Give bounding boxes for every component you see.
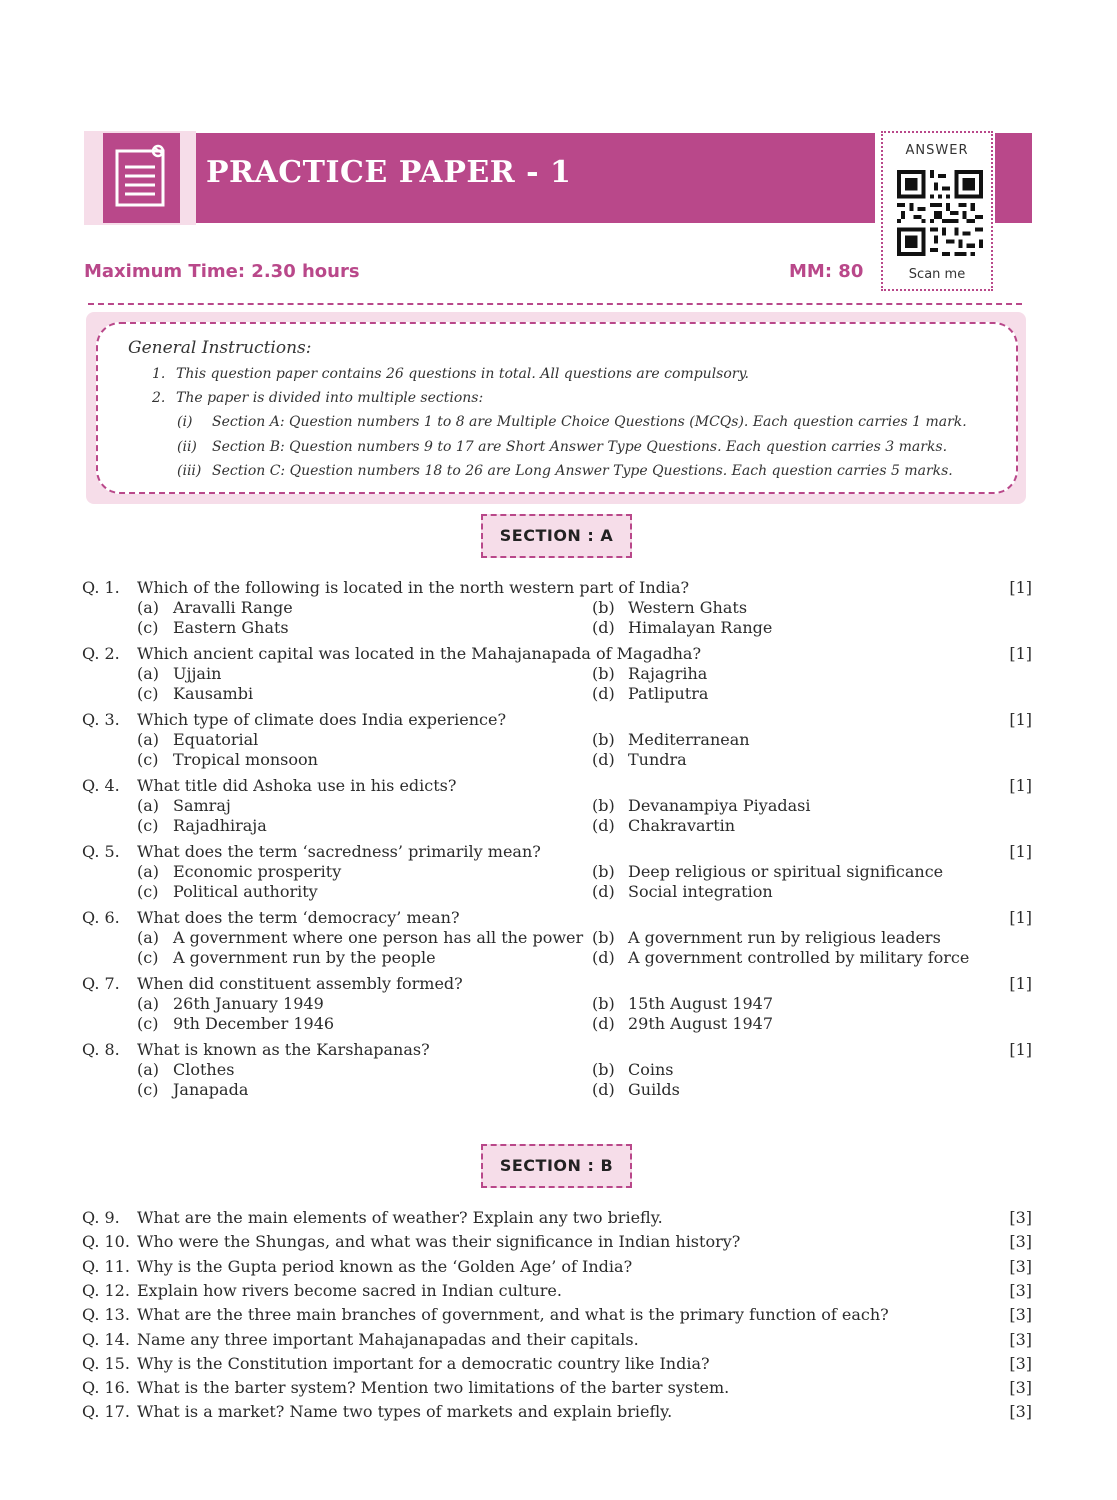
answer-option	[137, 948, 436, 967]
instruction-sub-num: (i)	[177, 414, 193, 430]
question-marks: [3]	[1009, 1402, 1032, 1422]
option-text: Ujjain	[173, 664, 222, 683]
answer-option	[592, 928, 941, 947]
answer-option	[137, 994, 324, 1013]
question-text: What is a market? Name two types of markets and explain briefly.	[137, 1402, 673, 1422]
question-16	[82, 1378, 1032, 1400]
option-text: Tundra	[628, 750, 687, 769]
question-number: Q. 15.	[82, 1353, 130, 1373]
max-time: Maximum Time: 2.30 hours	[84, 261, 360, 282]
instruction-item	[152, 390, 483, 406]
option-label: (d)	[592, 684, 615, 703]
question-11	[82, 1257, 1032, 1279]
answer-option	[592, 882, 773, 901]
answer-option	[592, 796, 810, 815]
answer-option	[592, 598, 747, 617]
option-label: (b)	[592, 598, 615, 617]
question-9	[82, 1208, 1032, 1230]
answer-option	[592, 730, 750, 749]
question-marks: [1]	[1009, 1040, 1032, 1059]
question-3	[82, 710, 1032, 774]
option-label: (b)	[592, 730, 615, 749]
option-text: 9th December 1946	[173, 1014, 335, 1033]
question-text: What is the barter system? Mention two limitations of the barter system.	[137, 1378, 730, 1398]
option-label: (c)	[137, 882, 159, 901]
instruction-num: 1.	[152, 366, 166, 382]
option-text: Equatorial	[173, 730, 259, 749]
question-number: Q. 17.	[82, 1402, 130, 1422]
option-text: Chakravartin	[628, 816, 736, 835]
question-1	[82, 578, 1032, 642]
answer-option	[137, 862, 341, 881]
question-12	[82, 1281, 1032, 1303]
qr-bottom-label: Scan me	[908, 267, 966, 282]
question-10	[82, 1232, 1032, 1254]
option-text: Deep religious or spiritual significance	[628, 862, 944, 881]
option-text: Guilds	[628, 1080, 680, 1099]
question-text: What title did Ashoka use in his edicts?	[137, 776, 457, 795]
question-marks: [3]	[1009, 1232, 1032, 1252]
option-label: (c)	[137, 1080, 159, 1099]
question-number: Q. 8.	[82, 1040, 120, 1059]
max-marks: MM: 80	[789, 261, 864, 282]
qr-code-icon[interactable]	[897, 170, 983, 256]
option-text: Tropical monsoon	[173, 750, 318, 769]
question-marks: [3]	[1009, 1353, 1032, 1373]
answer-option	[592, 1014, 773, 1033]
answer-option	[592, 816, 735, 835]
question-number: Q. 6.	[82, 908, 120, 927]
option-text: Devanampiya Piyadasi	[628, 796, 811, 815]
instruction-sub-item	[177, 463, 953, 479]
question-number: Q. 13.	[82, 1305, 130, 1325]
question-marks: [1]	[1009, 908, 1032, 927]
answer-option	[137, 750, 318, 769]
instruction-sub-text: Section A: Question numbers 1 to 8 are Multiple Choice Questions (MCQs). Each question carries 1 mark.	[212, 414, 967, 430]
option-text: Samraj	[173, 796, 231, 815]
option-text: Rajagriha	[628, 664, 708, 683]
question-number: Q. 3.	[82, 710, 120, 729]
question-6	[82, 908, 1032, 972]
answer-option	[137, 598, 293, 617]
option-text: Political authority	[173, 882, 318, 901]
question-13	[82, 1305, 1032, 1327]
question-number: Q. 1.	[82, 578, 120, 597]
option-text: Coins	[628, 1060, 674, 1079]
answer-option	[592, 750, 687, 769]
option-text: A government run by the people	[173, 948, 436, 967]
instruction-text: The paper is divided into multiple sections:	[176, 390, 484, 406]
question-text: What are the main elements of weather? Explain any two briefly.	[137, 1208, 663, 1227]
option-text: Western Ghats	[628, 598, 748, 617]
option-label: (a)	[137, 664, 160, 683]
question-number: Q. 4.	[82, 776, 120, 795]
option-text: 26th January 1949	[173, 994, 324, 1013]
option-label: (d)	[592, 1080, 615, 1099]
question-text: What does the term ‘sacredness’ primarily mean?	[137, 842, 541, 861]
answer-option	[592, 994, 773, 1013]
question-marks: [1]	[1009, 776, 1032, 795]
question-8	[82, 1040, 1032, 1104]
option-label: (d)	[592, 948, 615, 967]
option-label: (a)	[137, 862, 160, 881]
question-number: Q. 11.	[82, 1256, 130, 1276]
question-2	[82, 644, 1032, 708]
option-label: (a)	[137, 994, 160, 1013]
question-marks: [1]	[1009, 644, 1032, 663]
title-banner	[196, 133, 875, 223]
option-label: (a)	[137, 598, 160, 617]
option-label: (b)	[592, 796, 615, 815]
option-label: (b)	[592, 928, 615, 947]
header-divider	[88, 303, 1022, 305]
question-marks: [3]	[1009, 1280, 1032, 1300]
question-text: When did constituent assembly formed?	[137, 974, 463, 993]
question-text: Why is the Constitution important for a democratic country like India?	[137, 1353, 710, 1373]
answer-option	[137, 816, 267, 835]
question-marks: [3]	[1009, 1256, 1032, 1276]
option-text: A government controlled by military force	[628, 948, 970, 967]
option-text: Eastern Ghats	[173, 618, 289, 637]
question-text: Which of the following is located in the north western part of India?	[137, 578, 690, 597]
question-marks: [3]	[1009, 1329, 1032, 1349]
section-a-heading: SECTION : A	[481, 514, 632, 558]
instructions-title: General Instructions:	[128, 338, 312, 358]
option-text: Janapada	[173, 1080, 249, 1099]
answer-option	[137, 618, 289, 637]
question-number: Q. 7.	[82, 974, 120, 993]
option-text: Clothes	[173, 1060, 235, 1079]
option-text: Rajadhiraja	[173, 816, 267, 835]
question-4	[82, 776, 1032, 840]
answer-option	[592, 618, 772, 637]
option-label: (c)	[137, 1014, 159, 1033]
answer-option	[137, 684, 253, 703]
option-label: (d)	[592, 1014, 615, 1033]
option-label: (c)	[137, 816, 159, 835]
instruction-item	[152, 366, 749, 382]
question-marks: [3]	[1009, 1305, 1032, 1325]
answer-option	[137, 928, 583, 947]
question-number: Q. 10.	[82, 1232, 130, 1252]
option-label: (d)	[592, 882, 615, 901]
question-text: What does the term ‘democracy’ mean?	[137, 908, 460, 927]
question-text: What are the three main branches of government, and what is the primary function of each?	[137, 1305, 889, 1325]
question-text: Which type of climate does India experience?	[137, 710, 507, 729]
question-17	[82, 1402, 1032, 1424]
instruction-sub-item	[177, 414, 967, 430]
question-text: Why is the Gupta period known as the ‘Golden Age’ of India?	[137, 1256, 633, 1276]
answer-option	[137, 796, 231, 815]
option-text: Economic prosperity	[173, 862, 342, 881]
answer-option	[592, 664, 707, 683]
answer-option	[137, 730, 258, 749]
answer-option	[592, 684, 708, 703]
option-text: Aravalli Range	[173, 598, 293, 617]
instructions-box	[96, 322, 1018, 494]
answer-option	[592, 1060, 674, 1079]
instruction-text: This question paper contains 26 questions in total. All questions are compulsory.	[176, 366, 749, 382]
question-marks: [1]	[1009, 974, 1032, 993]
question-number: Q. 2.	[82, 644, 120, 663]
answer-option	[137, 1080, 248, 1099]
question-text: Who were the Shungas, and what was their significance in Indian history?	[137, 1232, 741, 1252]
option-text: Social integration	[628, 882, 773, 901]
instruction-sub-item	[177, 439, 947, 455]
page-title: PRACTICE PAPER - 1	[206, 155, 572, 190]
option-label: (d)	[592, 750, 615, 769]
question-text: Explain how rivers become sacred in Indian culture.	[137, 1280, 562, 1300]
option-label: (d)	[592, 618, 615, 637]
qr-top-label: ANSWER	[905, 143, 969, 158]
qr-answer-box[interactable]	[881, 131, 993, 291]
option-label: (a)	[137, 730, 160, 749]
option-label: (c)	[137, 684, 159, 703]
document-icon	[114, 143, 170, 209]
option-label: (c)	[137, 618, 159, 637]
option-label: (c)	[137, 750, 159, 769]
instruction-num: 2.	[152, 390, 166, 406]
question-number: Q. 14.	[82, 1329, 130, 1349]
question-text: Which ancient capital was located in the Mahajanapada of Magadha?	[137, 644, 702, 663]
instruction-sub-num: (iii)	[177, 463, 202, 479]
instruction-sub-num: (ii)	[177, 439, 197, 455]
question-number: Q. 5.	[82, 842, 120, 861]
question-5	[82, 842, 1032, 906]
question-number: Q. 9.	[82, 1208, 120, 1227]
question-number: Q. 16.	[82, 1378, 130, 1398]
answer-option	[137, 1014, 334, 1033]
question-text: What is known as the Karshapanas?	[137, 1040, 430, 1059]
instruction-sub-text: Section B: Question numbers 9 to 17 are Short Answer Type Questions. Each question carries 3 marks.	[212, 439, 948, 455]
option-label: (b)	[592, 862, 615, 881]
option-text: 29th August 1947	[628, 1014, 774, 1033]
option-text: Patliputra	[628, 684, 709, 703]
answer-option	[592, 1080, 680, 1099]
option-text: A government where one person has all the power	[173, 928, 584, 947]
option-text: Himalayan Range	[628, 618, 773, 637]
option-label: (a)	[137, 1060, 160, 1079]
question-text: Name any three important Mahajanapadas and their capitals.	[137, 1329, 639, 1349]
option-label: (b)	[592, 994, 615, 1013]
option-label: (a)	[137, 928, 160, 947]
question-15	[82, 1354, 1032, 1376]
answer-option	[137, 664, 221, 683]
section-b-heading: SECTION : B	[481, 1144, 632, 1188]
answer-option	[137, 882, 318, 901]
option-label: (b)	[592, 664, 615, 683]
question-marks: [1]	[1009, 578, 1032, 597]
question-14	[82, 1330, 1032, 1352]
option-label: (c)	[137, 948, 159, 967]
option-label: (d)	[592, 816, 615, 835]
question-7	[82, 974, 1032, 1038]
question-number: Q. 12.	[82, 1280, 130, 1300]
answer-option	[592, 948, 969, 967]
instruction-sub-text: Section C: Question numbers 18 to 26 are Long Answer Type Questions. Each question carries 5 marks.	[212, 463, 953, 479]
question-marks: [1]	[1009, 710, 1032, 729]
option-text: Mediterranean	[628, 730, 750, 749]
option-label: (b)	[592, 1060, 615, 1079]
option-text: 15th August 1947	[628, 994, 774, 1013]
answer-option	[137, 1060, 234, 1079]
question-marks: [3]	[1009, 1378, 1032, 1398]
option-text: A government run by religious leaders	[628, 928, 941, 947]
question-marks: [1]	[1009, 842, 1032, 861]
option-label: (a)	[137, 796, 160, 815]
banner-right-strip	[995, 133, 1032, 223]
question-marks: [3]	[1009, 1208, 1032, 1227]
banner-icon-panel	[103, 133, 180, 223]
answer-option	[592, 862, 943, 881]
option-text: Kausambi	[173, 684, 254, 703]
